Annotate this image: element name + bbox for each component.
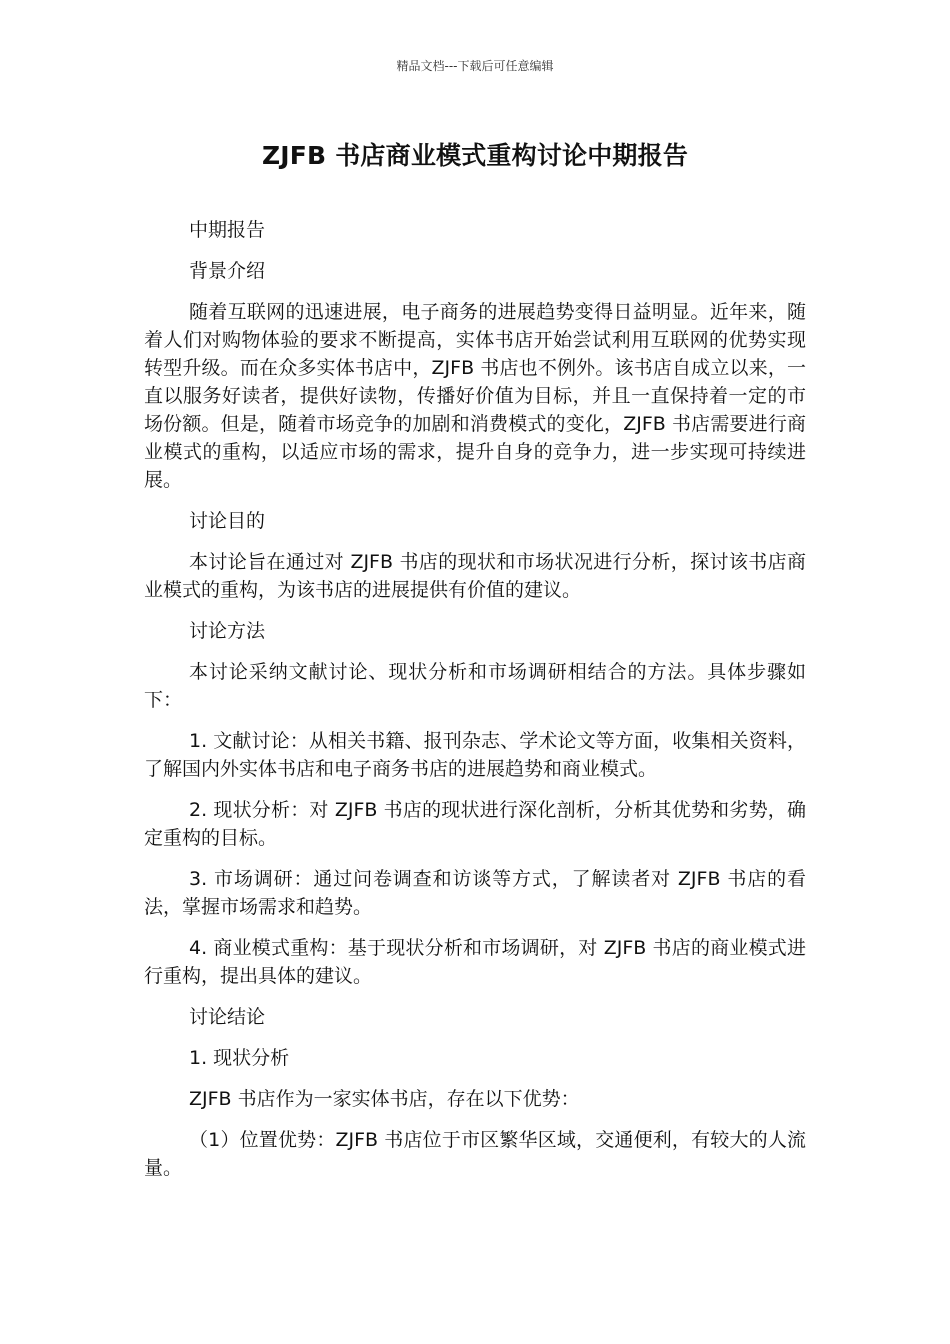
paragraph-method: 本讨论采纳文献讨论、现状分析和市场调研相结合的方法。具体步骤如下： — [144, 661, 806, 711]
document-body — [144, 216, 806, 1195]
list-item-method-2: 2. 现状分析：对 ZJFB 书店的现状进行深化剖析，分析其优势和劣势，确定重构的目标。 — [144, 799, 806, 849]
section-heading-background: 背景介绍 — [189, 260, 266, 282]
page-header: 精品文档---下载后可任意编辑 — [396, 59, 554, 73]
subheading-status-analysis: 1. 现状分析 — [189, 1047, 290, 1069]
paragraph-advantages-intro: ZJFB 书店作为一家实体书店，存在以下优势： — [189, 1088, 580, 1110]
paragraph-background: 随着互联网的迅速进展，电子商务的进展趋势变得日益明显。近年来，随着人们对购物体验的要求不断提高，实体书店开始尝试利用互联网的优势实现转型升级。而在众多实体书店中，ZJFB 书店也不例外。该书店自成立以来，一直以服务好读者，提供好读物，传播好价值为目标，并且一直保持着一定的市场份额。但是，随着市场竞争的加剧和消费模式的变化，ZJFB 书店需要进行商业模式的重构，以适应市场的需求，提升自身的竞争力，进一步实现可持续进展。 — [144, 301, 806, 491]
document-title: ZJFB 书店商业模式重构讨论中期报告 — [261, 141, 689, 170]
paragraph-purpose: 本讨论旨在通过对 ZJFB 书店的现状和市场状况进行分析，探讨该书店商业模式的重构，为该书店的进展提供有价值的建议。 — [144, 551, 806, 601]
list-item-method-3: 3. 市场调研：通过问卷调查和访谈等方式，了解读者对 ZJFB 书店的看法，掌握市场需求和趋势。 — [144, 868, 806, 918]
section-heading-method: 讨论方法 — [189, 620, 266, 642]
section-heading-purpose: 讨论目的 — [189, 510, 266, 532]
list-item-location-advantage: （1）位置优势：ZJFB 书店位于市区繁华区域，交通便利，有较大的人流量。 — [144, 1129, 806, 1179]
section-heading-midterm: 中期报告 — [189, 219, 266, 241]
list-item-method-4: 4. 商业模式重构：基于现状分析和市场调研，对 ZJFB 书店的商业模式进行重构，提出具体的建议。 — [144, 937, 806, 987]
list-item-method-1: 1. 文献讨论：从相关书籍、报刊杂志、学术论文等方面，收集相关资料，了解国内外实体书店和电子商务书店的进展趋势和商业模式。 — [144, 730, 806, 780]
section-heading-conclusion: 讨论结论 — [189, 1006, 266, 1028]
